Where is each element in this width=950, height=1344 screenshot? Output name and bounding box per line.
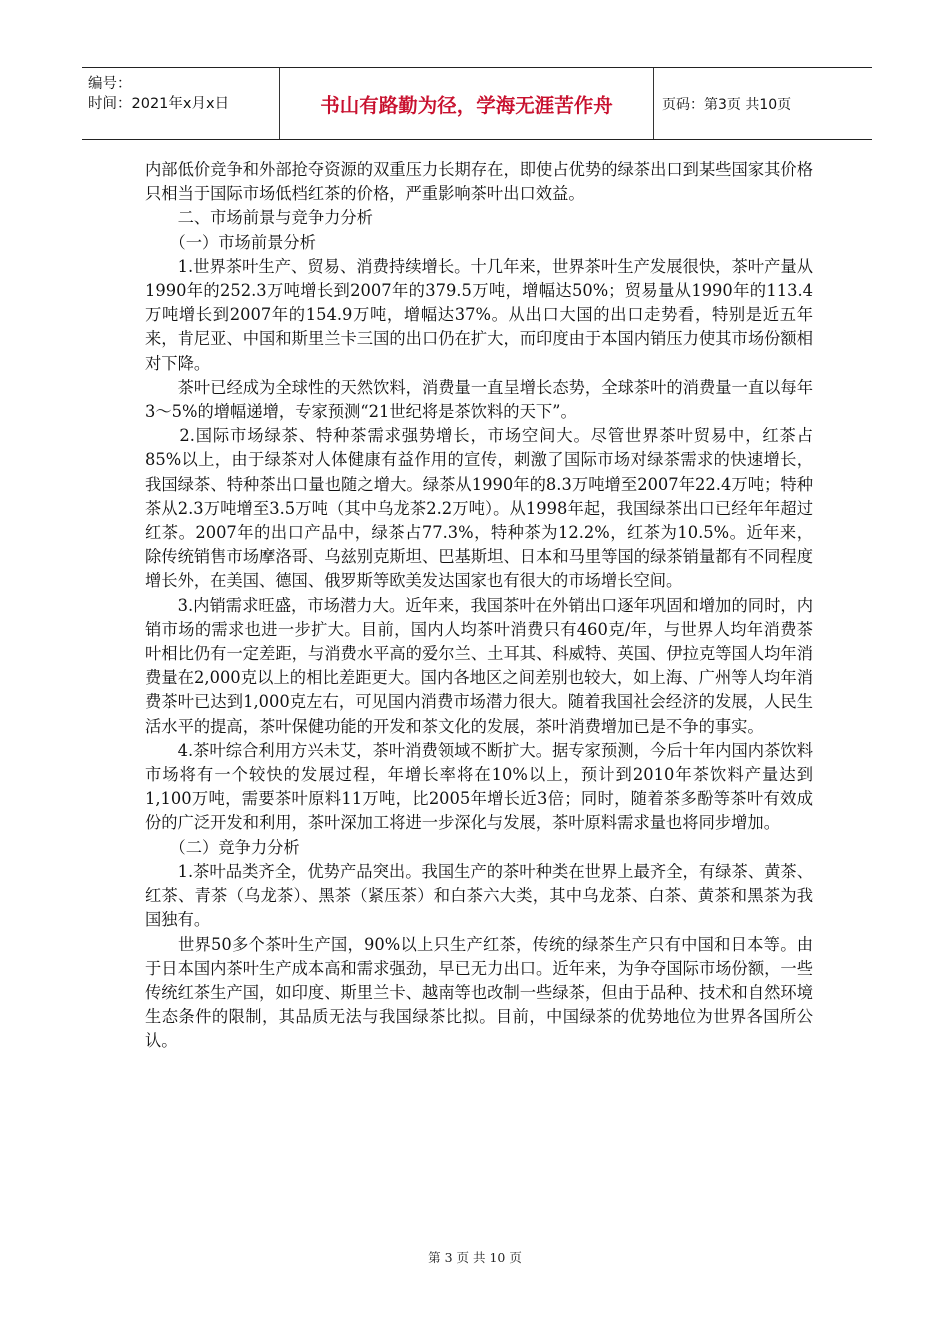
page-footer: 第 3 页 共 10 页 [428, 1250, 522, 1265]
paragraph: 1.茶叶品类齐全，优势产品突出。我国生产的茶叶种类在世界上最齐全，有绿茶、黄茶、红茶、青茶（乌龙茶）、黑茶（紧压茶）和白茶六大类，其中乌龙茶、白茶、黄茶和黑茶为我国独有。 [145, 861, 813, 930]
paragraph: 2.国际市场绿茶、特种茶需求强势增长，市场空间大。尽管世界茶叶贸易中，红茶占85%以上，由于绿茶对人体健康有益作用的宣传，刺激了国际市场对绿茶需求的快速增长，我国绿茶、特种茶出口量也随之增大。绿茶从1990年的8.3万吨增至2007年22.4万吨；特种茶从2.3万吨增至3.5万吨（其中乌龙茶2.2万吨）。从1998年起，我国绿茶出口已经年年超过红茶。2007年的出口产品中，绿茶占77.3%，特种茶为12.2%，红茶为10.5%。近年来，除传统销售市场摩洛哥、乌兹别克斯坦、巴基斯坦、日本和马里等国的绿茶销量都有不同程度增长外，在美国、德国、俄罗斯等欧美发达国家也有很大的市场增长空间。 [145, 426, 813, 591]
document-body [145, 158, 813, 1054]
subsection-heading: （一）市场前景分析 [145, 232, 316, 252]
header-motto: 书山有路勤为径，学海无涯苦作舟 [280, 68, 654, 139]
paragraph: 3.内销需求旺盛，市场潜力大。近年来，我国茶叶在外销出口逐年巩固和增加的同时，内销市场的需求也进一步扩大。目前，国内人均茶叶消费只有460克/年，与世界人均年消费茶叶相比仍有一定差距，与消费水平高的爱尔兰、土耳其、科威特、英国、伊拉克等国人均年消费量在2,000克以上的相比差距更大。国内各地区之间差别也较大，如上海、广州等人均年消费茶叶已达到1,000克左右，可见国内消费市场潜力很大。随着我国社会经济的发展，人民生活水平的提高，茶叶保健功能的开发和茶文化的发展，茶叶消费增加已是不争的事实。 [145, 595, 813, 736]
section-heading: 二、市场前景与竞争力分析 [145, 208, 373, 228]
paragraph: 4.茶叶综合利用方兴未艾，茶叶消费领域不断扩大。据专家预测，今后十年内国内茶饮料市场将有一个较快的发展过程，年增长率将在10%以上，预计到2010年茶饮料产量达到1,100万吨，需要茶叶原料11万吨，比2005年增长近3倍；同时，随着茶多酚等茶叶有效成份的广泛开发和利用，茶叶深加工将进一步深化与发展，茶叶原料需求量也将同步增加。 [145, 740, 813, 833]
paragraph: 茶叶已经成为全球性的天然饮料，消费量一直呈增长态势，全球茶叶的消费量一直以每年3～5%的增幅递增，专家预测“21世纪将是茶饮料的天下”。 [145, 377, 813, 422]
document-number-label: 编号： [88, 76, 132, 92]
page-header [82, 67, 872, 140]
subsection-heading: （二）竞争力分析 [145, 837, 300, 857]
header-meta [82, 68, 280, 139]
paragraph: 内部低价竞争和外部抢夺资源的双重压力长期存在，即使占优势的绿茶出口到某些国家其价格只相当于国际市场低档红茶的价格，严重影响茶叶出口效益。 [145, 160, 813, 204]
header-page-info: 页码：第3页 共10页 [662, 96, 792, 113]
paragraph: 1.世界茶叶生产、贸易、消费持续增长。十几年来，世界茶叶生产发展很快，茶叶产量从1990年的252.3万吨增长到2007年的379.5万吨，增幅达50%；贸易量从1990年的113.4万吨增长到2007年的154.9万吨，增幅达37%。从出口大国的出口走势看，特别是近五年来，肯尼亚、中国和斯里兰卡三国的出口仍在扩大，而印度由于本国内销压力使其市场份额相对下降。 [145, 256, 813, 373]
document-date: 时间：2021年x月x日 [88, 96, 230, 112]
paragraph: 世界50多个茶叶生产国，90%以上只生产红茶，传统的绿茶生产只有中国和日本等。由于日本国内茶叶生产成本高和需求强劲，早已无力出口。近年来，为争夺国际市场份额，一些传统红茶生产国，如印度、斯里兰卡、越南等也改制一些绿茶，但由于品种、技术和自然环境生态条件的限制，其品质无法与我国绿茶比拟。目前，中国绿茶的优势地位为世界各国所公认。 [145, 934, 813, 1051]
